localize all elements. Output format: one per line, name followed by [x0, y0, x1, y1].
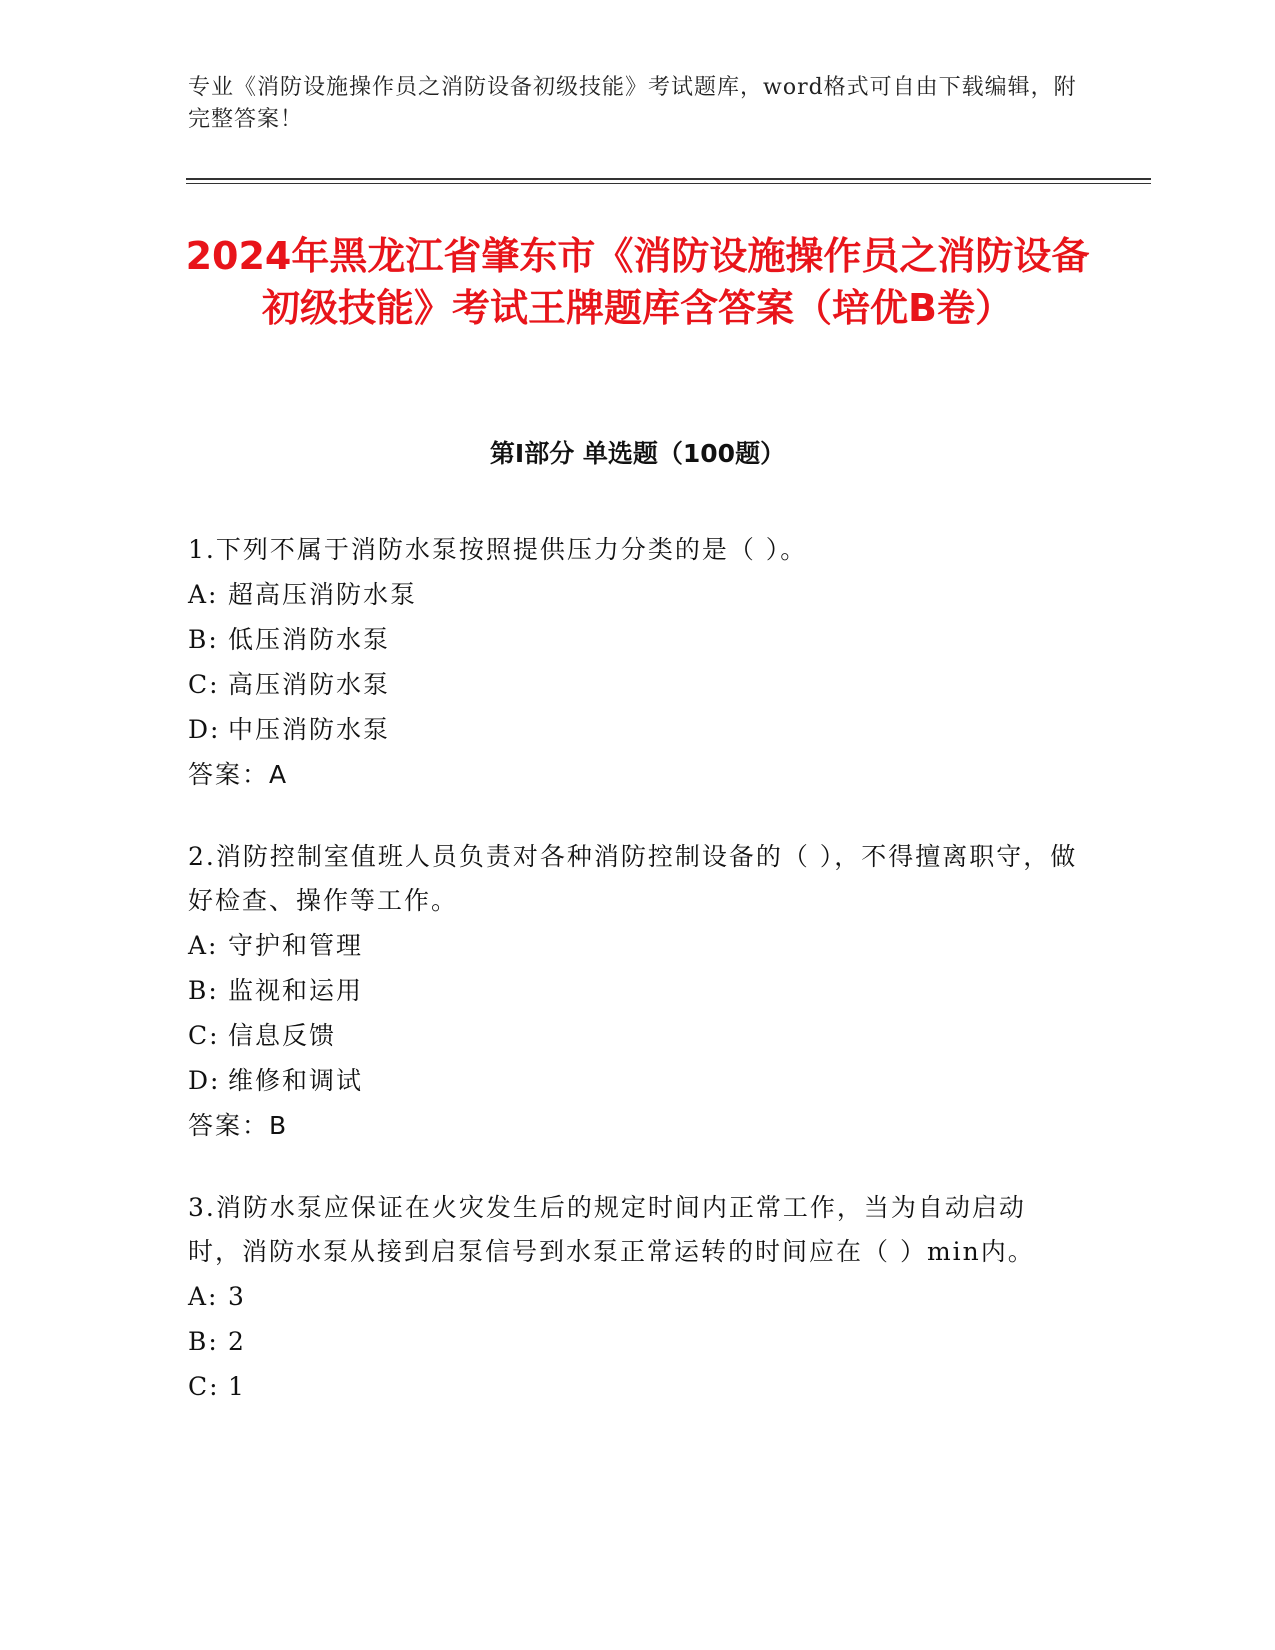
question-list	[188, 528, 1078, 1447]
option-text: 信息反馈	[228, 1021, 337, 1050]
option-key: C:	[188, 1372, 220, 1401]
option-text: 2	[228, 1327, 246, 1356]
option-text: 1	[228, 1372, 246, 1401]
question-block	[188, 1186, 1078, 1409]
option-key: D:	[188, 715, 221, 744]
option-key: A:	[188, 931, 219, 960]
answer-option	[188, 1274, 1078, 1319]
header-rule-thick	[186, 178, 1151, 180]
answer-option	[188, 1319, 1078, 1364]
question-stem: 3.消防水泵应保证在火灾发生后的规定时间内正常工作，当为自动启动时，消防水泵从接到启泵信号到水泵正常运转的时间应在（ ）min内。	[188, 1193, 1035, 1266]
answer-option	[188, 707, 1078, 752]
section-title: 第I部分 单选题（100题）	[489, 439, 786, 468]
option-key: D:	[188, 1066, 221, 1095]
answer-option	[188, 1364, 1078, 1409]
option-key: B:	[188, 1327, 219, 1356]
header-note: 专业《消防设施操作员之消防设备初级技能》考试题库，word格式可自由下载编辑，附完整答案！	[188, 75, 1077, 132]
answer-option	[188, 1058, 1078, 1103]
document-title: 2024年黑龙江省肇东市《消防设施操作员之消防设备初级技能》考试王牌题库含答案（培优B卷）	[185, 234, 1090, 330]
question-stem: 1.下列不属于消防水泵按照提供压力分类的是（ ）。	[188, 535, 808, 564]
option-text: 维修和调试	[228, 1066, 364, 1095]
option-text: 超高压消防水泵	[228, 580, 418, 609]
option-key: A:	[188, 580, 219, 609]
option-key: B:	[188, 625, 219, 654]
question-block	[188, 528, 1078, 797]
option-key: A:	[188, 1282, 219, 1311]
answer-option	[188, 662, 1078, 707]
answer-option	[188, 968, 1078, 1013]
question-block	[188, 835, 1078, 1148]
answer-key: 答案：A	[188, 760, 289, 789]
option-key: C:	[188, 1021, 220, 1050]
answer-option	[188, 1013, 1078, 1058]
option-text: 守护和管理	[228, 931, 364, 960]
question-stem: 2.消防控制室值班人员负责对各种消防控制设备的（ ），不得擅离职守，做好检查、操作等工作。	[188, 842, 1078, 915]
option-text: 低压消防水泵	[228, 625, 391, 654]
answer-option	[188, 923, 1078, 968]
answer-option	[188, 572, 1078, 617]
option-key: C:	[188, 670, 220, 699]
option-key: B:	[188, 976, 219, 1005]
header-rule-thin	[186, 183, 1151, 184]
answer-key: 答案：B	[188, 1111, 289, 1140]
option-text: 中压消防水泵	[228, 715, 391, 744]
option-text: 3	[228, 1282, 246, 1311]
option-text: 高压消防水泵	[228, 670, 391, 699]
answer-option	[188, 617, 1078, 662]
option-text: 监视和运用	[228, 976, 364, 1005]
